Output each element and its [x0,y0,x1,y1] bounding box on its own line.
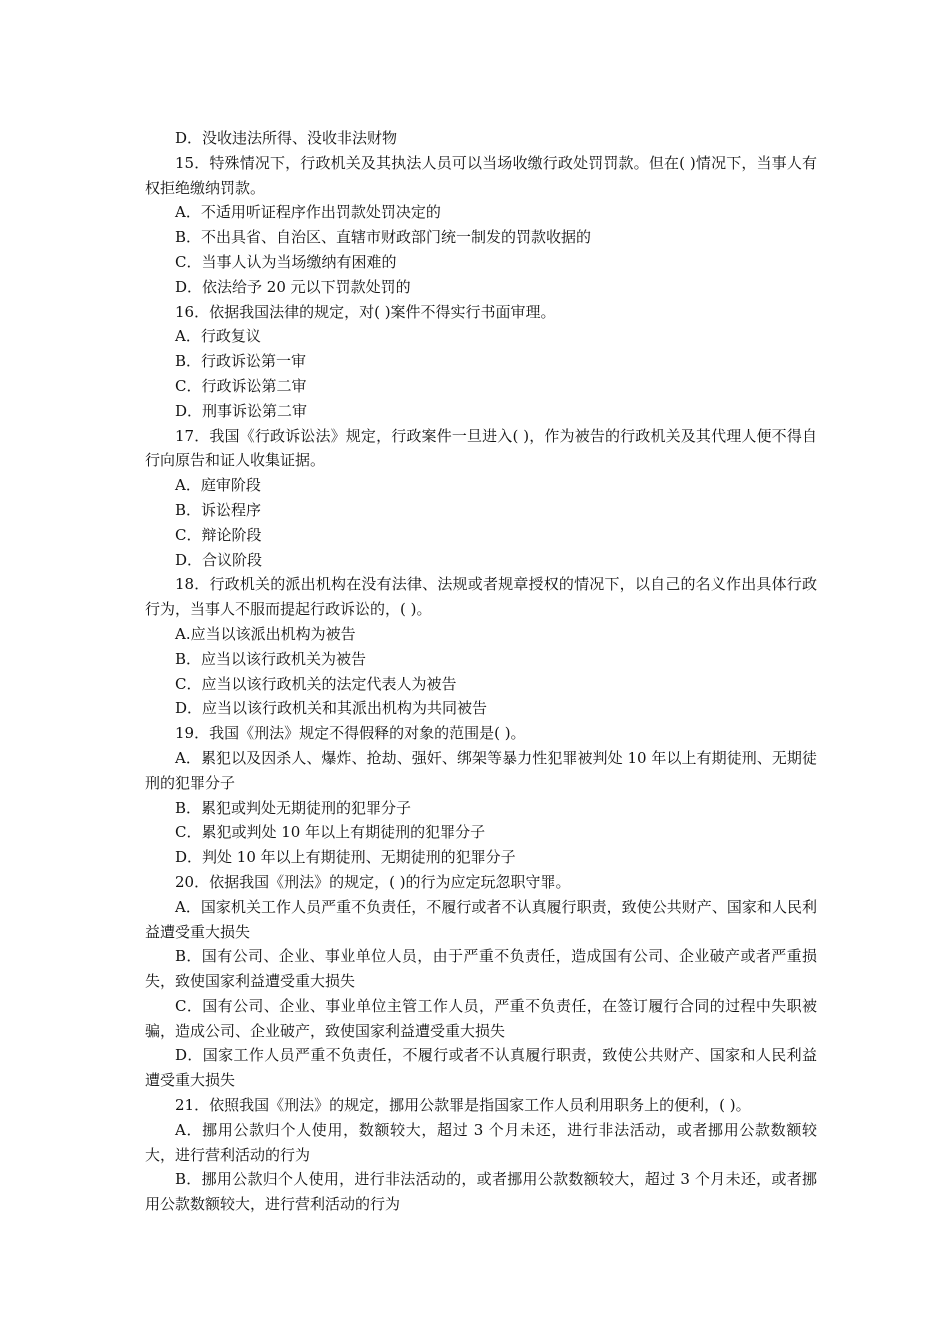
option-17-c: C．辩论阶段 [175,525,262,544]
option-16-d: D．刑事诉讼第二审 [175,401,308,420]
option-19-b: B．累犯或判处无期徒刑的犯罪分子 [175,798,412,817]
option-16-c: C．行政诉讼第二审 [175,376,307,395]
option-20-a: A．国家机关工作人员严重不负责任，不履行或者不认真履行职责，致使公共财产、国家和人民利益遭受重大损失 [145,897,817,941]
option-15-a: A．不适用听证程序作出罚款处罚决定的 [175,203,441,222]
option-16-b: B．行政诉讼第一审 [175,352,307,371]
option-18-b: B．应当以该行政机关为被告 [175,649,367,668]
option-15-d: D．依法给予 20 元以下罚款处罚的 [175,277,411,296]
option-17-d: D．合议阶段 [175,550,263,569]
question-17: 17．我国《行政诉讼法》规定，行政案件一旦进入( )，作为被告的行政机关及其代理人便不得自行向原告和证人收集证据。 [145,426,817,470]
option-18-a: A.应当以该派出机构为被告 [175,624,356,643]
option-18-c: C．应当以该行政机关的法定代表人为被告 [175,674,457,693]
option-17-b: B．诉讼程序 [175,500,262,519]
option-21-b: B．挪用公款归个人使用，进行非法活动的，或者挪用公款数额较大，超过 3 个月未还，或者挪用公款数额较大，进行营利活动的行为 [145,1170,817,1214]
question-19: 19．我国《刑法》规定不得假释的对象的范围是( )。 [175,724,526,743]
option-14-d: D．没收违法所得、没收非法财物 [175,129,398,147]
option-20-b: B．国有公司、企业、事业单位人员，由于严重不负责任，造成国有公司、企业破产或者严重损失，致使国家利益遭受重大损失 [145,947,817,991]
option-17-a: A．庭审阶段 [175,476,261,495]
option-21-a: A．挪用公款归个人使用，数额较大，超过 3 个月未还，进行非法活动，或者挪用公款数额较大，进行营利活动的行为 [145,1120,817,1164]
option-19-d: D．判处 10 年以上有期徒刑、无期徒刑的犯罪分子 [175,848,516,867]
option-15-b: B．不出具省、自治区、直辖市财政部门统一制发的罚款收据的 [175,228,592,247]
option-15-c: C．当事人认为当场缴纳有困难的 [175,252,397,271]
option-18-d: D．应当以该行政机关和其派出机构为共同被告 [175,699,488,718]
question-15: 15．特殊情况下，行政机关及其执法人员可以当场收缴行政处罚罚款。但在( )情况下，当事人有权拒绝缴纳罚款。 [145,153,817,197]
question-18: 18．行政机关的派出机构在没有法律、法规或者规章授权的情况下，以自己的名义作出具体行政行为，当事人不服而提起行政诉讼的，( )。 [145,575,817,619]
option-16-a: A．行政复议 [175,327,261,346]
question-21: 21．依照我国《刑法》的规定，挪用公款罪是指国家工作人员利用职务上的便利，( )。 [175,1096,751,1115]
option-20-c: C．国有公司、企业、事业单位主管工作人员，严重不负责任，在签订履行合同的过程中失职被骗，造成公司、企业破产，致使国家利益遭受重大损失 [145,996,817,1040]
option-20-d: D．国家工作人员严重不负责任，不履行或者不认真履行职责，致使公共财产、国家和人民利益遭受重大损失 [145,1046,817,1090]
option-19-a: A．累犯以及因杀人、爆炸、抢劫、强奸、绑架等暴力性犯罪被判处 10 年以上有期徒刑、无期徒刑的犯罪分子 [145,748,817,792]
document-body [145,126,817,1217]
question-16: 16．依据我国法律的规定，对( )案件不得实行书面审理。 [175,302,556,321]
question-20: 20．依据我国《刑法》的规定，( )的行为应定玩忽职守罪。 [175,872,571,891]
option-19-c: C．累犯或判处 10 年以上有期徒刑的犯罪分子 [175,823,486,842]
